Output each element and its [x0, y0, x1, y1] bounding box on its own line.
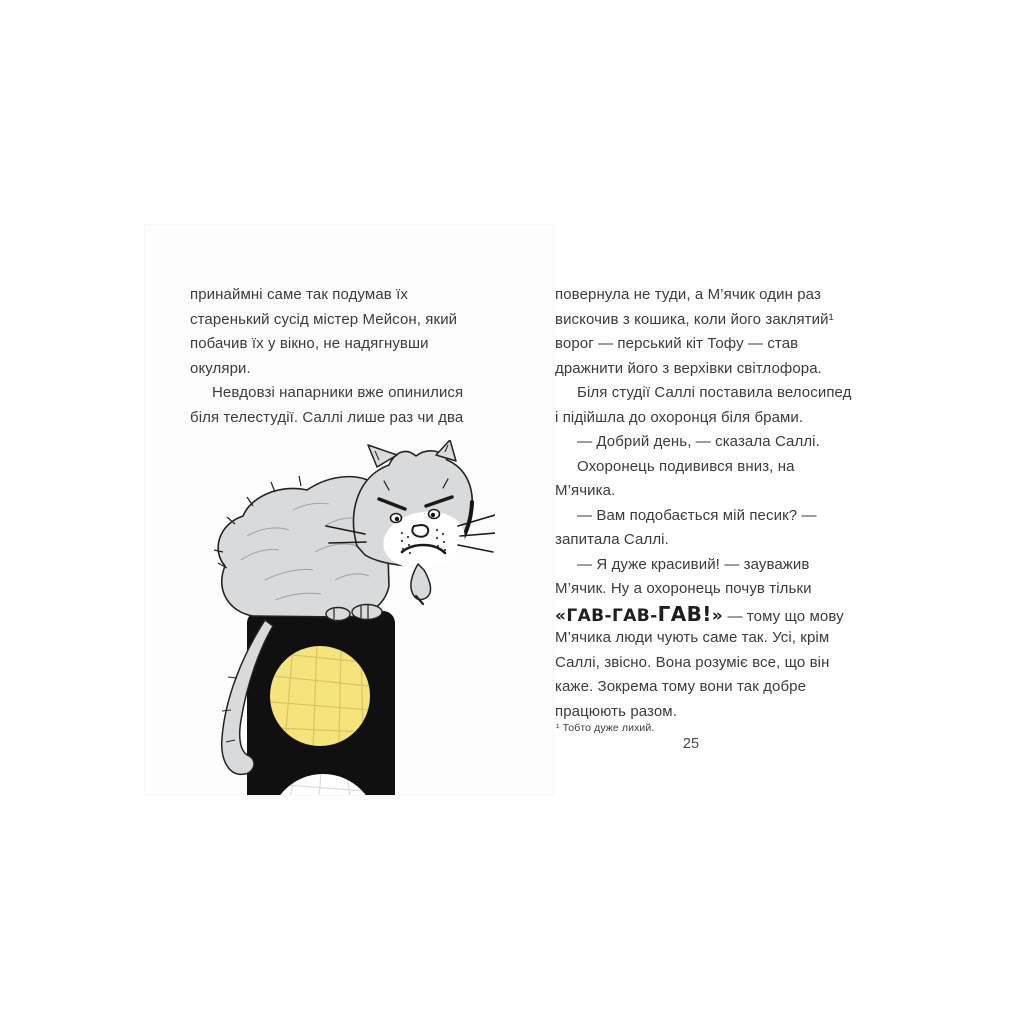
right-text-column: [555, 283, 852, 724]
text-line: окуляри.: [190, 359, 251, 377]
text-line: [555, 601, 844, 627]
text-line: Невдовзі напарники вже опинилися: [212, 384, 464, 401]
text-segment: — тому що мову: [723, 607, 844, 625]
text-line: Охоронець подивився вниз, на: [577, 457, 795, 475]
text-line: М’ячик. Ну а охоронець почув тільки: [555, 580, 812, 597]
text-line: побачив їх у вікно, не надягнувши: [190, 335, 429, 352]
text-line: принаймні саме так подумав їх: [190, 286, 408, 303]
text-line: — Вам подобається мій песик? —: [577, 506, 817, 524]
page-number: 25: [682, 736, 700, 752]
text-line: М’ячика.: [555, 482, 616, 499]
traffic-light: [247, 611, 395, 795]
footnote: ¹ Тобто дуже лихий.: [556, 722, 655, 734]
text-line: Саллі, звісно. Вона розуміє все, що він: [555, 653, 830, 671]
text-line: біля телестудії. Саллі лише раз чи два: [190, 408, 464, 426]
text-line: запитала Саллі.: [555, 531, 669, 548]
text-line: — Добрий день, — сказала Саллі.: [577, 433, 820, 450]
comic-bark-text: »: [711, 605, 724, 626]
comic-bark-text: «ГАВ-ГАВ-: [555, 605, 658, 626]
text-line: М’ячика люди чують саме так. Усі, крім: [555, 629, 830, 646]
text-line: повернула не туди, а М’ячик один раз: [555, 286, 821, 303]
text-line: вискочив з кошика, коли його заклятий¹: [555, 310, 834, 328]
comic-bark-text: ГАВ!: [657, 601, 712, 626]
text-line: — Я дуже красивий! — зауважив: [577, 555, 810, 573]
text-line: і підійшла до охоронця біля брами.: [555, 408, 804, 426]
text-line: старенький сусід містер Мейсон, який: [190, 310, 458, 328]
left-text-column: [190, 283, 470, 430]
cat-pointing-paw: [411, 564, 431, 604]
text-line: ворог — перський кіт Тофу — став: [555, 335, 799, 352]
text-line: працюють разом.: [555, 702, 677, 720]
cat-nose: [412, 525, 428, 537]
text-line: дражнити його з верхівки світлофора.: [555, 359, 822, 377]
grumpy-cat-on-traffic-light-illustration: [205, 440, 495, 795]
text-line: Біля студії Саллі поставила велосипед: [577, 384, 852, 401]
text-line: каже. Зокрема тому вони так добре: [555, 678, 807, 695]
